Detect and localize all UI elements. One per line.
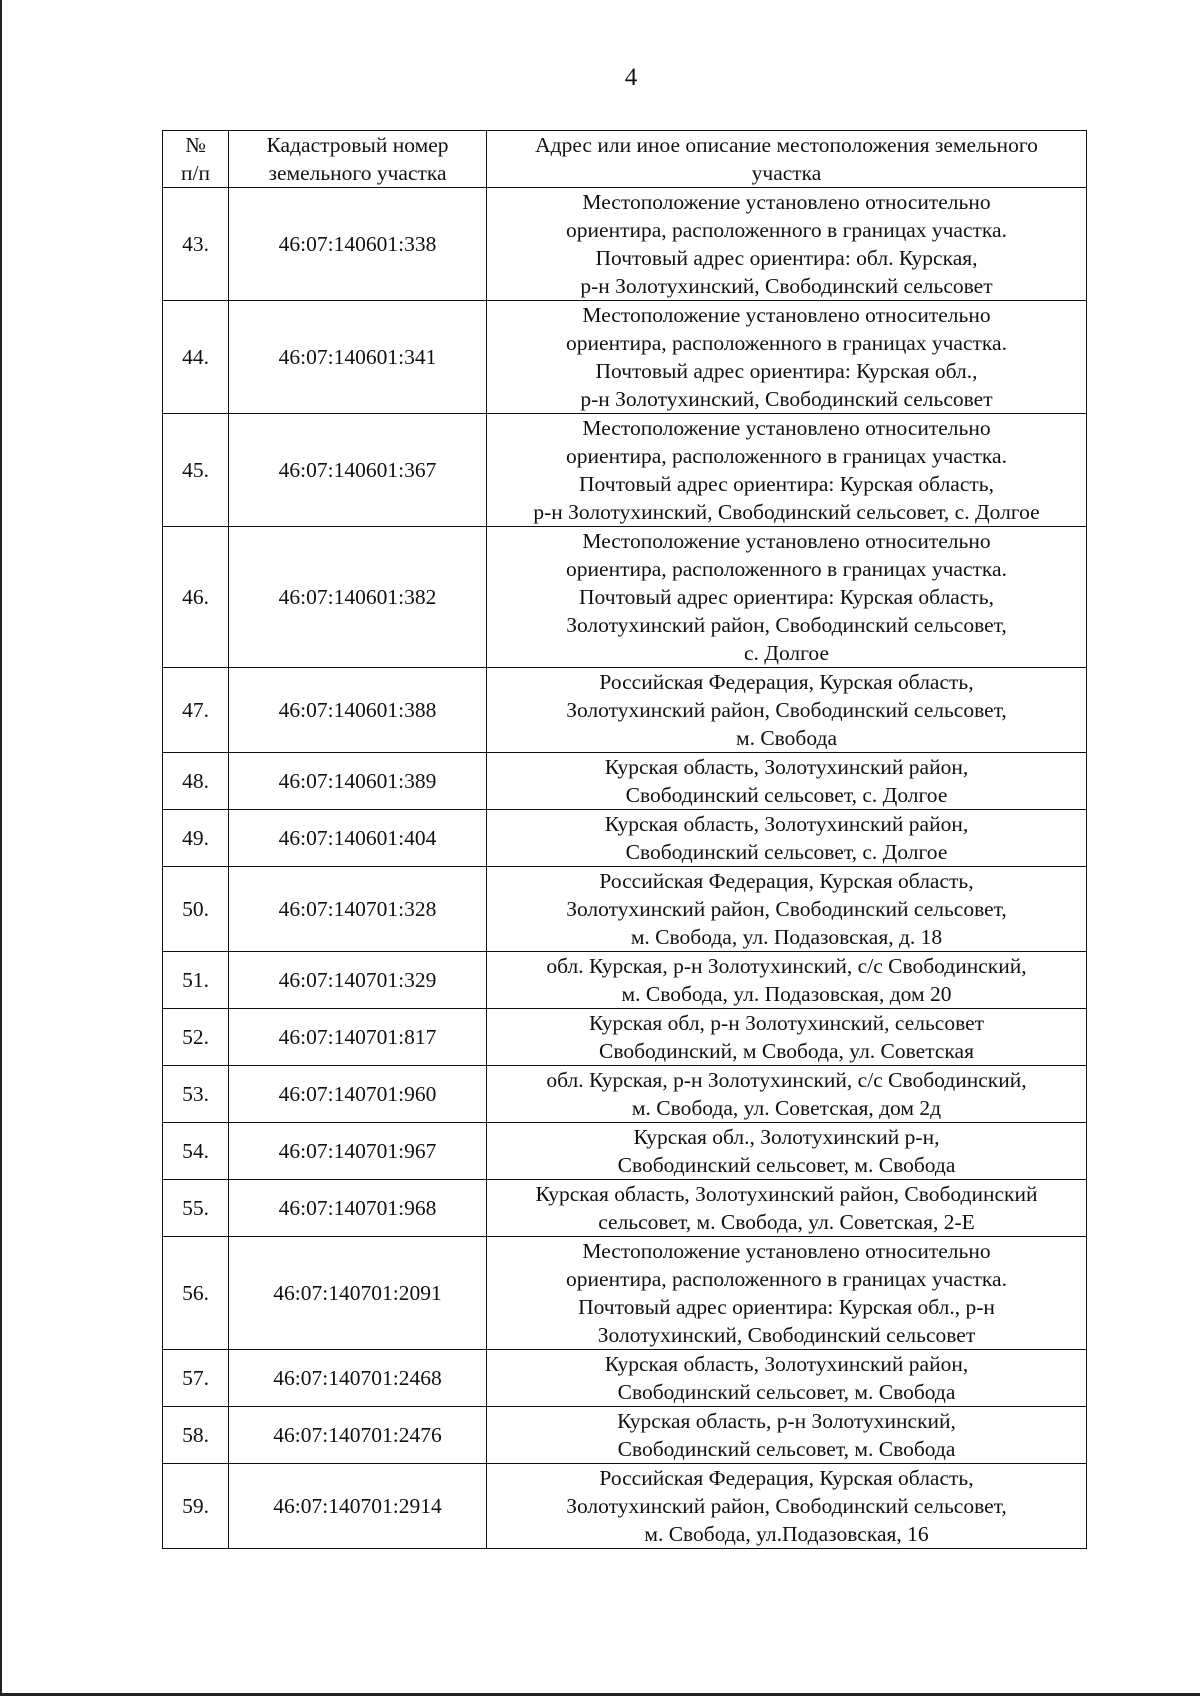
- table-row: [163, 1237, 1087, 1350]
- cadastral-number: 46:07:140701:328: [229, 867, 487, 952]
- address-text: Местоположение установлено относительно ориентира, расположенного в границах участка. Почтовый адрес ориентира: обл. Курская, р-н Золотухинский, Свободинский сельсовет: [566, 190, 1007, 298]
- table-row: [163, 810, 1087, 867]
- cadastral-number: 46:07:140601:404: [229, 810, 487, 867]
- table-row: [163, 1123, 1087, 1180]
- table-row: [163, 188, 1087, 301]
- address-text: Курская область, Золотухинский район, Свободинский сельсовет, м. Свобода, ул. Советская, 2-Е: [535, 1182, 1038, 1234]
- row-number: 58.: [163, 1407, 229, 1464]
- address-text: Курская область, Золотухинский район, Свободинский сельсовет, с. Долгое: [604, 812, 969, 864]
- cadastral-number: 46:07:140601:382: [229, 527, 487, 668]
- cadastral-number: 46:07:140701:968: [229, 1180, 487, 1237]
- address-cell: [487, 753, 1087, 810]
- address-cell: [487, 1237, 1087, 1350]
- page-number: 4: [624, 64, 638, 91]
- row-number: 57.: [163, 1350, 229, 1407]
- cadastral-number: 46:07:140701:960: [229, 1066, 487, 1123]
- address-cell: [487, 952, 1087, 1009]
- cadastral-number: 46:07:140701:2468: [229, 1350, 487, 1407]
- header-row: [163, 131, 1087, 188]
- cadastral-number: 46:07:140601:388: [229, 668, 487, 753]
- address-text: Российская Федерация, Курская область, Золотухинский район, Свободинский сельсовет, м. Свобода, ул.Подазовская, 16: [566, 1466, 1007, 1546]
- row-number: 44.: [163, 301, 229, 414]
- page-edge-left: [0, 0, 2, 1696]
- row-number: 53.: [163, 1066, 229, 1123]
- table-body: [163, 188, 1087, 1549]
- header-cadastral: Кадастровый номер земельного участка: [229, 131, 487, 188]
- address-cell: [487, 1180, 1087, 1237]
- header-num: № п/п: [163, 131, 229, 188]
- table-row: [163, 952, 1087, 1009]
- header-address: Адрес или иное описание местоположения земельного участка: [487, 131, 1087, 188]
- address-cell: [487, 1464, 1087, 1549]
- table-row: [163, 1009, 1087, 1066]
- address-text: Курская область, р-н Золотухинский, Свободинский сельсовет, м. Свобода: [617, 1409, 956, 1461]
- address-cell: [487, 1407, 1087, 1464]
- address-cell: [487, 188, 1087, 301]
- address-text: Местоположение установлено относительно ориентира, расположенного в границах участка. Почтовый адрес ориентира: Курская область, Золотухинский район, Свободинский сельсовет, с. Долгое: [566, 529, 1007, 665]
- row-number: 56.: [163, 1237, 229, 1350]
- address-text: Курская обл, р-н Золотухинский, сельсовет Свободинский, м Свобода, ул. Советская: [588, 1011, 985, 1063]
- address-text: Местоположение установлено относительно ориентира, расположенного в границах участка. Почтовый адрес ориентира: Курская область, р-н Золотухинский, Свободинский сельсовет, с. Долгое: [533, 416, 1040, 524]
- table-row: [163, 1066, 1087, 1123]
- row-number: 51.: [163, 952, 229, 1009]
- table-row: [163, 1407, 1087, 1464]
- address-cell: [487, 1123, 1087, 1180]
- address-text: Местоположение установлено относительно ориентира, расположенного в границах участка. Почтовый адрес ориентира: Курская обл., р-н Золотухинский, Свободинский сельсовет: [566, 303, 1007, 411]
- cadastral-number: 46:07:140701:2914: [229, 1464, 487, 1549]
- cadastral-number: 46:07:140601:367: [229, 414, 487, 527]
- row-number: 59.: [163, 1464, 229, 1549]
- table-row: [163, 301, 1087, 414]
- table-header: [163, 131, 1087, 188]
- row-number: 55.: [163, 1180, 229, 1237]
- address-cell: [487, 668, 1087, 753]
- cadastral-number: 46:07:140701:817: [229, 1009, 487, 1066]
- address-cell: [487, 1066, 1087, 1123]
- address-cell: [487, 301, 1087, 414]
- address-text: обл. Курская, р-н Золотухинский, с/с Свободинский, м. Свобода, ул. Советская, дом 2д: [546, 1068, 1027, 1120]
- address-cell: [487, 1350, 1087, 1407]
- cadastral-number: 46:07:140701:329: [229, 952, 487, 1009]
- table-row: [163, 1180, 1087, 1237]
- table-row: [163, 668, 1087, 753]
- address-text: Курская область, Золотухинский район, Свободинский сельсовет, с. Долгое: [604, 755, 969, 807]
- row-number: 54.: [163, 1123, 229, 1180]
- address-text: Курская обл., Золотухинский р-н, Свободинский сельсовет, м. Свобода: [617, 1125, 956, 1177]
- address-text: Российская Федерация, Курская область, Золотухинский район, Свободинский сельсовет, м. Свобода: [566, 670, 1007, 750]
- row-number: 46.: [163, 527, 229, 668]
- row-number: 48.: [163, 753, 229, 810]
- address-cell: [487, 1009, 1087, 1066]
- table-row: [163, 1464, 1087, 1549]
- table-row: [163, 414, 1087, 527]
- address-cell: [487, 867, 1087, 952]
- land-plots-table: [162, 130, 1087, 1549]
- row-number: 50.: [163, 867, 229, 952]
- row-number: 43.: [163, 188, 229, 301]
- cadastral-number: 46:07:140601:389: [229, 753, 487, 810]
- row-number: 49.: [163, 810, 229, 867]
- cadastral-number: 46:07:140601:338: [229, 188, 487, 301]
- table-row: [163, 753, 1087, 810]
- row-number: 47.: [163, 668, 229, 753]
- address-text: обл. Курская, р-н Золотухинский, с/с Свободинский, м. Свобода, ул. Подазовская, дом 20: [546, 954, 1027, 1006]
- row-number: 52.: [163, 1009, 229, 1066]
- cadastral-number: 46:07:140701:967: [229, 1123, 487, 1180]
- table-row: [163, 1350, 1087, 1407]
- cadastral-number: 46:07:140701:2476: [229, 1407, 487, 1464]
- address-cell: [487, 414, 1087, 527]
- address-text: Российская Федерация, Курская область, Золотухинский район, Свободинский сельсовет, м. Свобода, ул. Подазовская, д. 18: [566, 869, 1007, 949]
- address-cell: [487, 527, 1087, 668]
- table-row: [163, 867, 1087, 952]
- row-number: 45.: [163, 414, 229, 527]
- address-text: Курская область, Золотухинский район, Свободинский сельсовет, м. Свобода: [604, 1352, 969, 1404]
- table-row: [163, 527, 1087, 668]
- address-cell: [487, 810, 1087, 867]
- cadastral-number: 46:07:140701:2091: [229, 1237, 487, 1350]
- address-text: Местоположение установлено относительно ориентира, расположенного в границах участка. Почтовый адрес ориентира: Курская обл., р-н Золотухинский, Свободинский сельсовет: [566, 1239, 1007, 1347]
- cadastral-number: 46:07:140601:341: [229, 301, 487, 414]
